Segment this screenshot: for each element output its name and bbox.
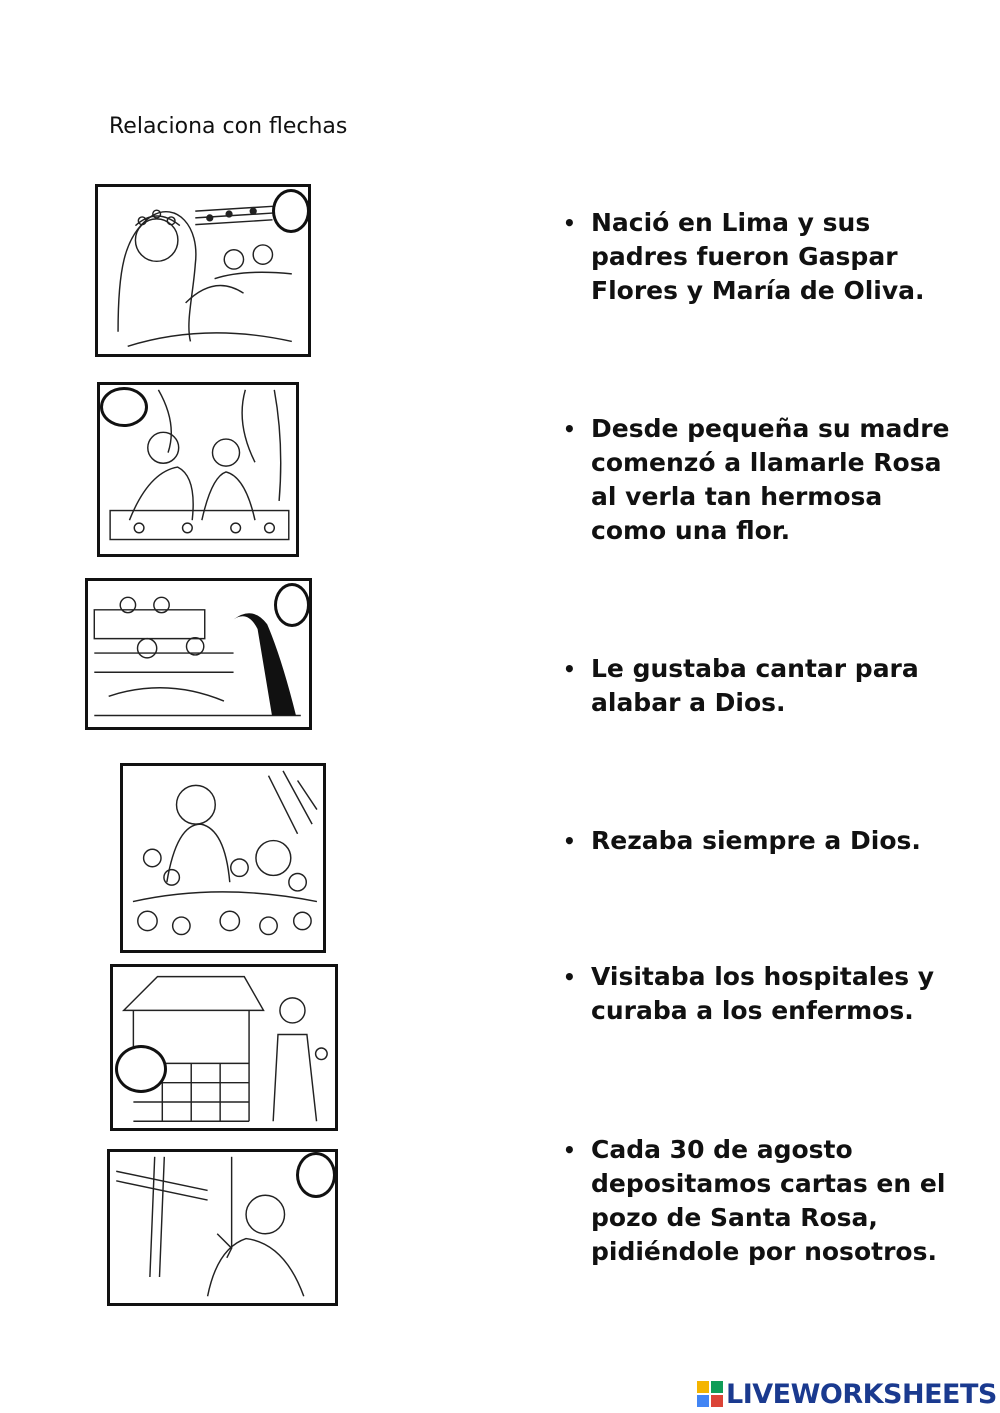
- statement-text: Visitaba los hospitales y curaba a los enfermos.: [591, 962, 935, 1025]
- statement-text: Rezaba siempre a Dios.: [591, 826, 921, 855]
- picture-rosa-singing: [95, 184, 311, 357]
- answer-circle[interactable]: [100, 387, 148, 427]
- picture-family-table: [97, 382, 299, 557]
- bullet: •: [563, 657, 576, 681]
- statement-6: [563, 1133, 963, 1269]
- statement-3: [563, 652, 963, 720]
- bullet: •: [563, 211, 576, 235]
- answer-circle[interactable]: [272, 189, 310, 233]
- bullet: •: [563, 829, 576, 853]
- statement-text: Desde pequeña su madre comenzó a llamarle Rosa al verla tan hermosa como una flor.: [591, 414, 950, 545]
- worksheet-title: Relaciona con flechas: [109, 114, 348, 139]
- picture-praying-flowers: [120, 763, 326, 953]
- sketch-icon: [123, 766, 323, 950]
- liveworksheets-logo: [697, 1378, 997, 1410]
- statement-text: Cada 30 de agosto depositamos cartas en el pozo de Santa Rosa, pidiéndole por nosotros.: [591, 1135, 946, 1266]
- statement-1: [563, 206, 963, 308]
- bullet: •: [563, 965, 576, 989]
- statement-2: [563, 412, 963, 548]
- statement-text: Le gustaba cantar para alabar a Dios.: [591, 654, 919, 717]
- liveworksheets-logo-icon: [697, 1381, 723, 1407]
- statement-text: Nació en Lima y sus padres fueron Gaspar Flores y María de Oliva.: [591, 208, 925, 305]
- answer-circle[interactable]: [115, 1045, 167, 1093]
- statement-5: [563, 960, 963, 1028]
- picture-well: [110, 964, 338, 1131]
- answer-circle[interactable]: [274, 583, 310, 627]
- picture-caring-sick: [85, 578, 312, 730]
- bullet: •: [563, 417, 576, 441]
- picture-praying-cross: [107, 1149, 338, 1306]
- bullet: •: [563, 1138, 576, 1162]
- answer-circle[interactable]: [296, 1152, 336, 1198]
- logo-text: LIVEWORKSHEETS: [726, 1378, 997, 1410]
- statement-4: [563, 824, 963, 858]
